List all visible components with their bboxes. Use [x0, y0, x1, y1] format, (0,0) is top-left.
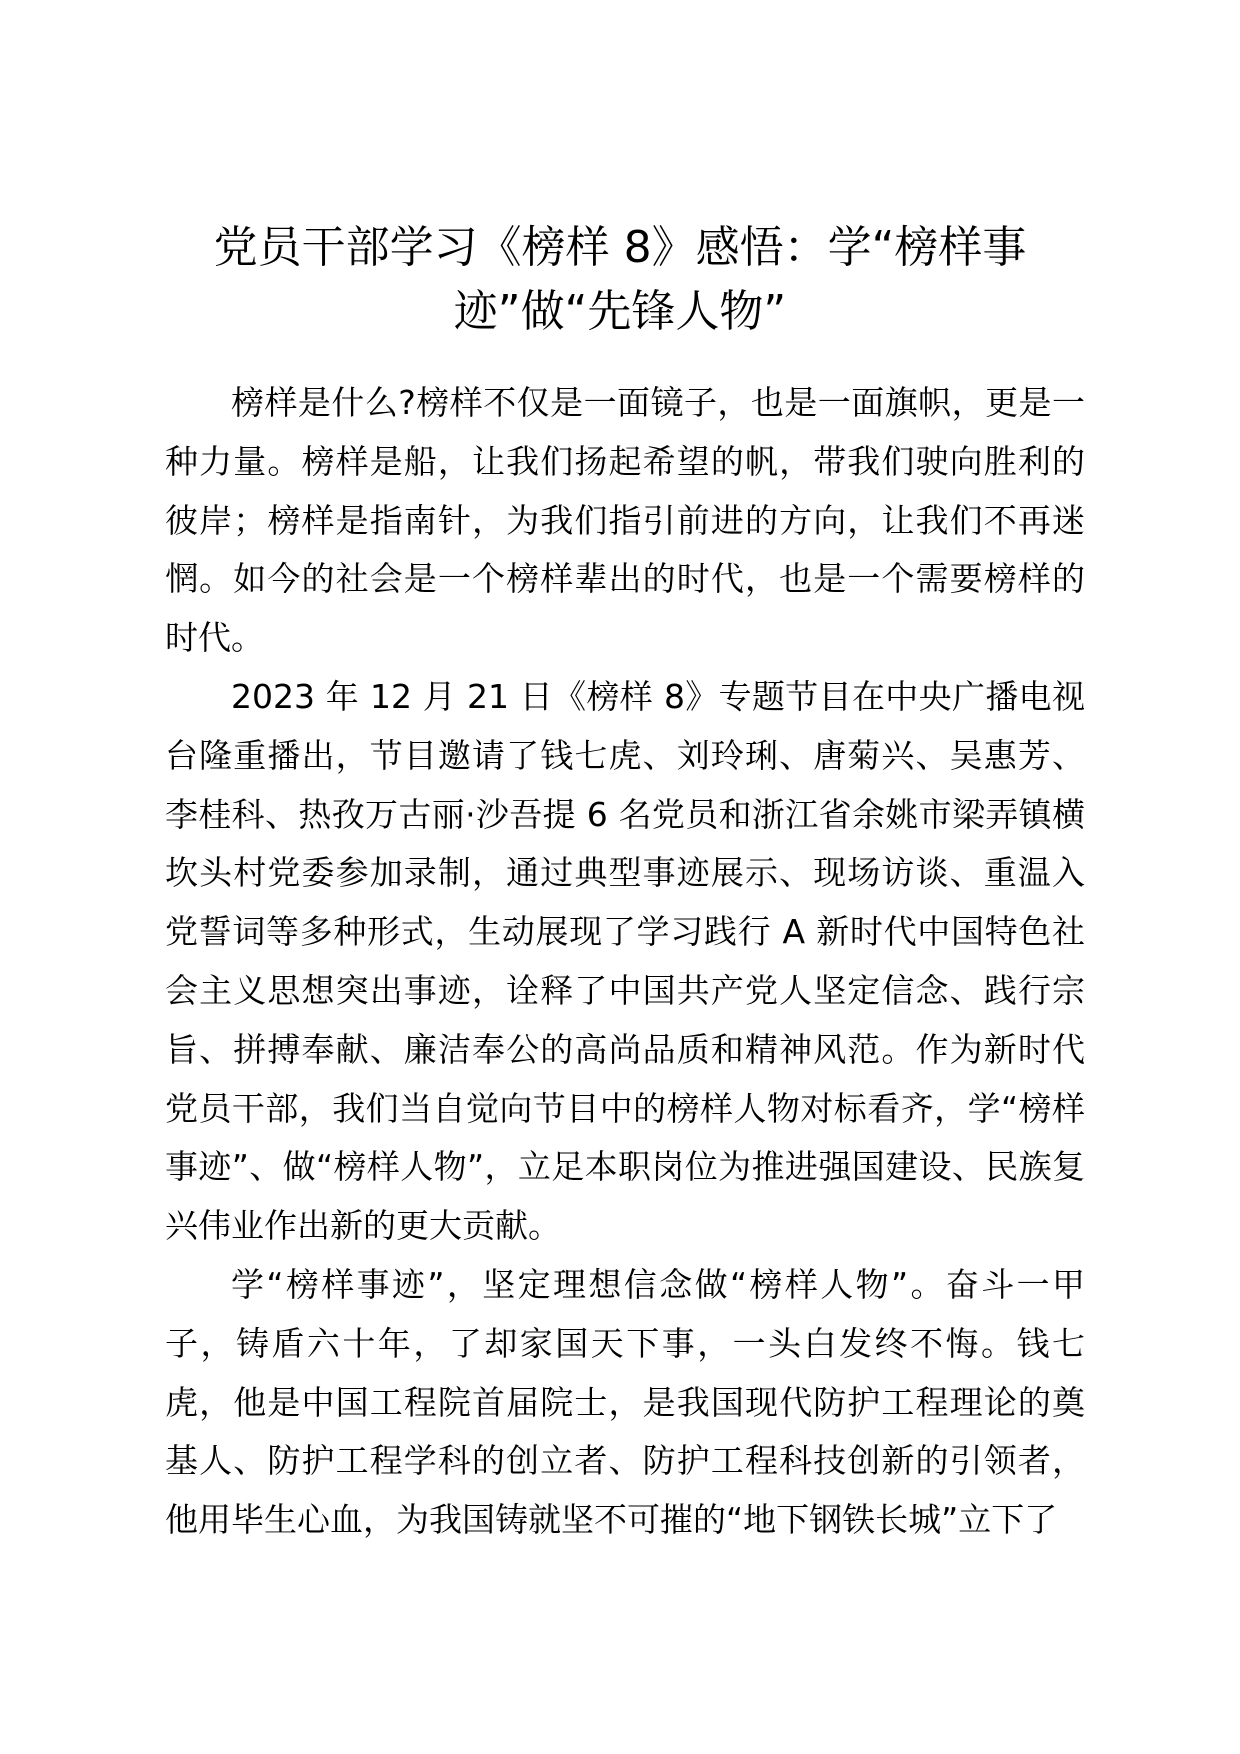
paragraph-intro: 榜样是什么?榜样不仅是一面镜子，也是一面旗帜，更是一种力量。榜样是船，让我们扬起希望的帆，带我们驶向胜利的彼岸；榜样是指南针，为我们指引前进的方向，让我们不再迷惘。如今的社会是一个榜样辈出的时代，也是一个需要榜样的时代。	[165, 383, 1085, 658]
document-title: 党员干部学习《榜样 8》感悟：学“榜样事迹”做“先锋人物”	[213, 222, 1027, 337]
document-body	[165, 374, 1085, 1550]
paragraph-program: 2023 年 12 月 21 日《榜样 8》专题节目在中央广播电视台隆重播出，节目邀请了钱七虎、刘玲琍、唐菊兴、吴惠芳、李桂科、热孜万古丽·沙吾提 6 名党员和浙江省余姚市梁弄镇横坎头村党委参加录制，通过典型事迹展示、现场访谈、重温入党誓词等多种形式，生动展现了学习践行 A 新时代中国特色社会主义思想突出事迹，诠释了中国共产党人坚定信念、践行宗旨、拼搏奉献、廉洁奉公的高尚品质和精神风范。作为新时代党员干部，我们当自觉向节目中的榜样人物对标看齐，学“榜样事迹”、做“榜样人物”，立足本职岗位为推进强国建设、民族复兴伟业作出新的更大贡献。	[165, 676, 1085, 1246]
paragraph-qian-qihu: 学“榜样事迹”，坚定理想信念做“榜样人物”。奋斗一甲子，铸盾六十年，了却家国天下事，一头白发终不悔。钱七虎，他是中国工程院首届院士，是我国现代防护工程理论的奠基人、防护工程学科的创立者、防护工程科技创新的引领者，他用毕生心血，为我国铸就坚不可摧的“地下钢铁长城”立下了	[165, 1264, 1085, 1540]
